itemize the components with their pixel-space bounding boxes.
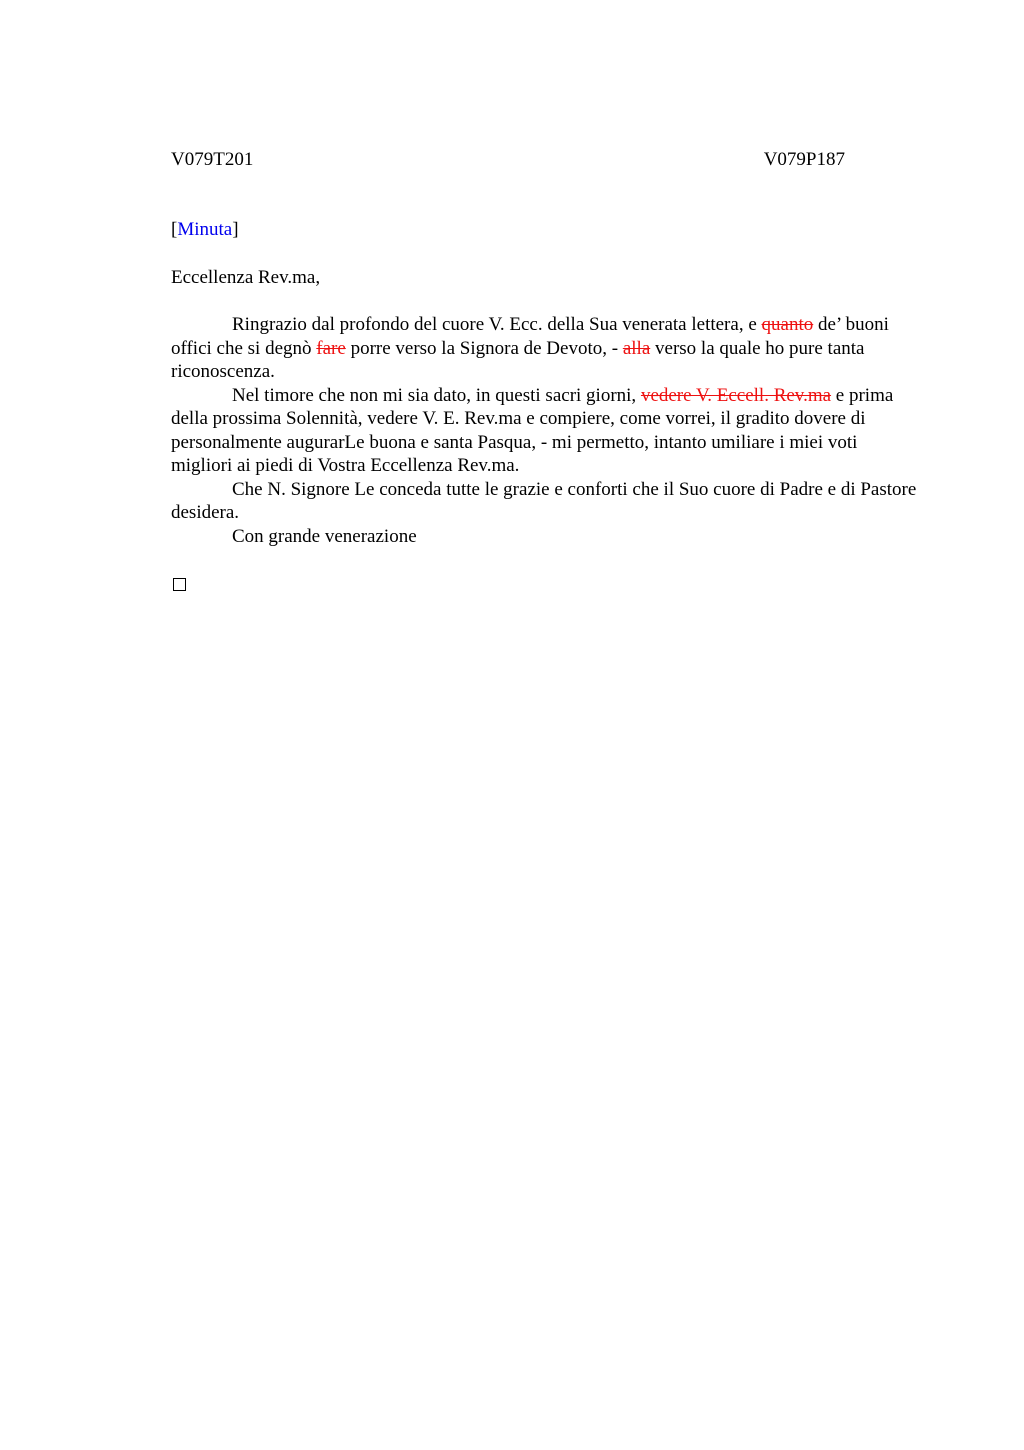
deleted-text: alla: [622, 337, 651, 359]
paragraph-text: Nel timore che non mi sia dato, in questi sacri giorni,: [232, 384, 641, 406]
deleted-text: vedere V. Eccell. Rev.ma: [640, 384, 832, 406]
header-row: [171, 148, 845, 172]
letter-body: [171, 313, 923, 548]
deleted-text: fare: [316, 337, 346, 359]
letter-paragraph: [171, 525, 923, 549]
note-close-bracket: ]: [232, 219, 239, 240]
end-square-icon: [173, 578, 186, 591]
letter-paragraph: [171, 384, 923, 478]
document-code-left: V079T201: [171, 149, 254, 170]
paragraph-text: verso la quale ho pure tanta riconoscenza.: [171, 337, 865, 382]
deleted-text: quanto: [761, 314, 814, 335]
salutation: Eccellenza Rev.ma,: [171, 267, 321, 288]
paragraph-text: e prima della prossima Solennità, vedere V. E. Rev.ma e compiere, come vorrei, il gradito dovere di personalmente augurarLe buona e santa Pasqua, - mi permetto, intanto umiliare i miei voti migliori ai piedi di Vostra Eccellenza Rev.ma.: [171, 384, 894, 476]
draft-note: [171, 218, 239, 242]
note-open-bracket: [: [171, 219, 178, 240]
paragraph-text: porre verso la Signora de Devoto, -: [345, 337, 623, 359]
letter-paragraph: [171, 313, 923, 384]
paragraph-text: Che N. Signore Le conceda tutte le grazie e conforti che il Suo cuore di Padre e di Pastore desidera.: [171, 478, 917, 523]
note-label: Minuta: [177, 219, 233, 240]
document-code-right: V079P187: [763, 149, 845, 170]
paragraph-text: de’ buoni offici che si degnò: [171, 314, 889, 359]
paragraph-text: Ringrazio dal profondo del cuore V. Ecc. della Sua venerata lettera, e: [232, 314, 762, 335]
letter-paragraph: [171, 478, 923, 525]
paragraph-text: Con grande venerazione: [232, 525, 417, 547]
